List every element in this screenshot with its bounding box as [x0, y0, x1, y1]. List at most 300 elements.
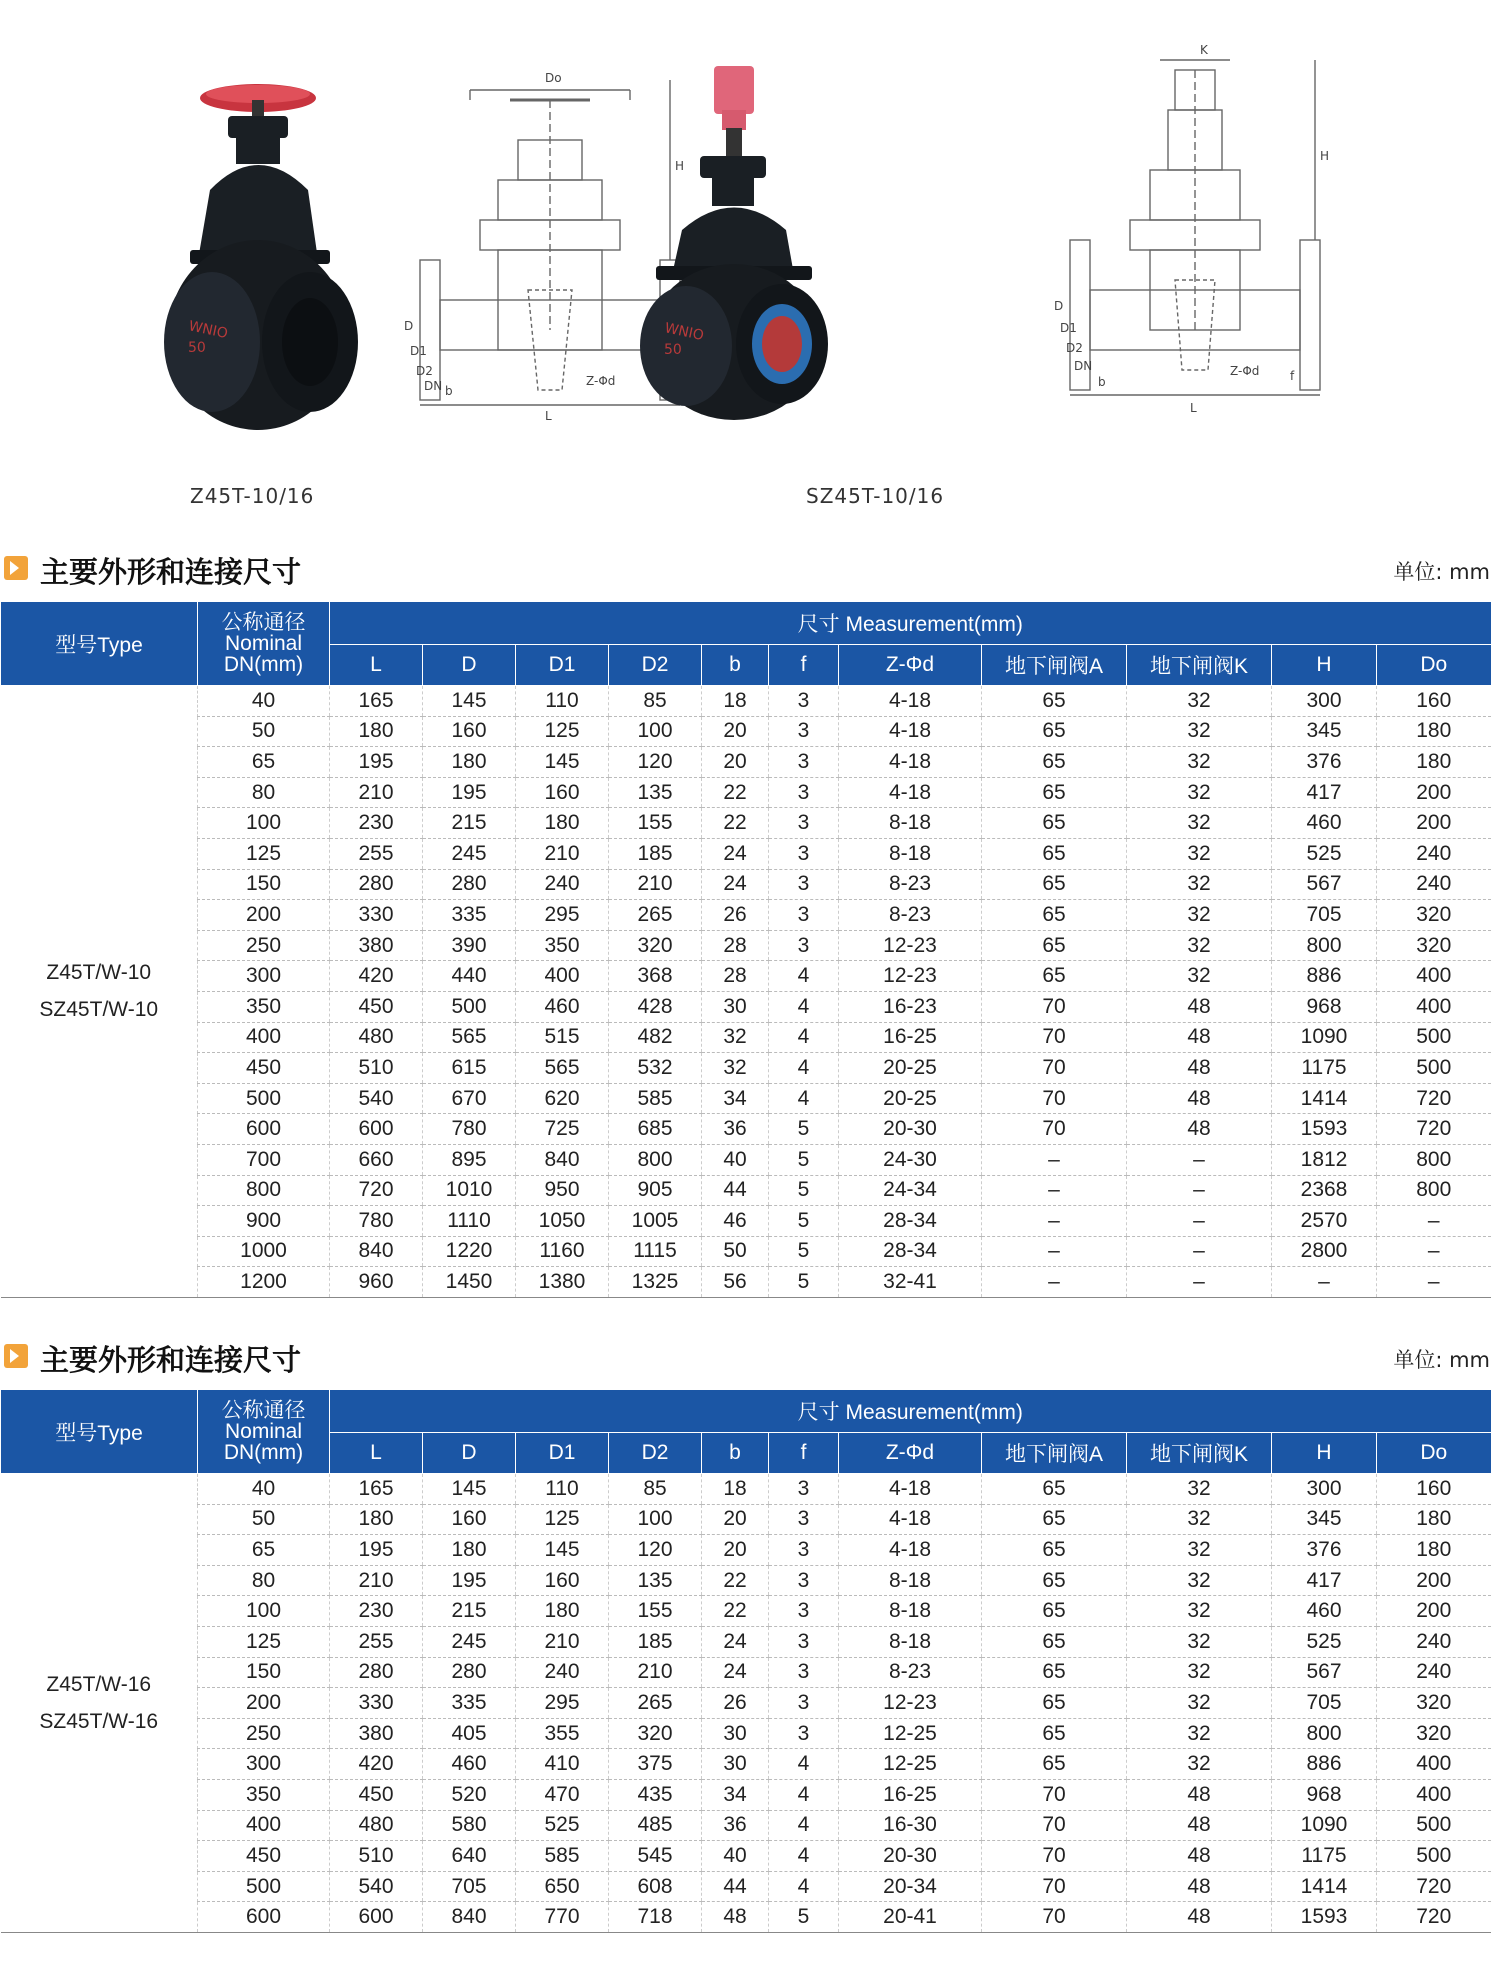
drawing-label-b: b: [445, 384, 453, 398]
table-cell: 950: [516, 1175, 609, 1206]
col-header-do: Do: [1377, 1433, 1491, 1474]
table-cell: 250: [198, 1718, 330, 1749]
table-cell: 150: [198, 1657, 330, 1688]
table-cell: 1450: [423, 1267, 516, 1298]
table-cell: 3: [769, 1535, 839, 1566]
table-cell: 1380: [516, 1267, 609, 1298]
table-cell: 12-25: [839, 1749, 982, 1780]
table-cell: 8-18: [839, 838, 982, 869]
col-header-a: 地下闸阀A: [982, 645, 1127, 686]
measurement-header: 尺寸 Measurement(mm): [330, 602, 1491, 645]
table-cell: 56: [702, 1267, 769, 1298]
table-cell: 32: [1127, 1565, 1272, 1596]
table-cell: –: [1127, 1206, 1272, 1237]
table-cell: 620: [516, 1083, 609, 1114]
table-cell: –: [1127, 1236, 1272, 1267]
table-cell: 800: [1377, 1175, 1491, 1206]
drawing-label-dn: DN: [424, 379, 443, 393]
table-cell: 300: [1272, 686, 1377, 717]
table-cell: 330: [330, 1688, 423, 1719]
drawing-label-h: H: [1320, 149, 1330, 163]
table-row: [1, 1565, 1491, 1596]
table-cell: 500: [198, 1083, 330, 1114]
table-cell: 65: [982, 1626, 1127, 1657]
table-cell: 725: [516, 1114, 609, 1145]
table-cell: 720: [1377, 1083, 1491, 1114]
table-cell: 565: [516, 1053, 609, 1084]
table-cell: 195: [330, 1535, 423, 1566]
table-cell: 4: [769, 1841, 839, 1872]
table-cell: 20-41: [839, 1902, 982, 1933]
table-cell: 4-18: [839, 1504, 982, 1535]
table-cell: 3: [769, 1504, 839, 1535]
table-cell: 700: [198, 1144, 330, 1175]
table-cell: 12-23: [839, 930, 982, 961]
table-cell: 70: [982, 1841, 1127, 1872]
table-cell: 280: [330, 869, 423, 900]
table-cell: 3: [769, 686, 839, 717]
table-cell: 500: [198, 1871, 330, 1902]
table-cell: 24: [702, 1626, 769, 1657]
dn-header: [198, 602, 330, 686]
table-cell: 685: [609, 1114, 702, 1145]
table-row: [1, 1236, 1491, 1267]
table-cell: 1175: [1272, 1841, 1377, 1872]
table-cell: 12-23: [839, 961, 982, 992]
table-cell: 24: [702, 1657, 769, 1688]
table-cell: 240: [1377, 869, 1491, 900]
table-cell: 1812: [1272, 1144, 1377, 1175]
table-cell: 428: [609, 991, 702, 1022]
table-cell: 482: [609, 1022, 702, 1053]
table-cell: 1050: [516, 1206, 609, 1237]
table-cell: 3: [769, 1565, 839, 1596]
table-cell: 20-34: [839, 1871, 982, 1902]
table-cell: 4: [769, 1053, 839, 1084]
table-cell: 40: [198, 686, 330, 717]
table-cell: –: [982, 1144, 1127, 1175]
table-cell: 3: [769, 777, 839, 808]
table-cell: 615: [423, 1053, 516, 1084]
section-title: 主要外形和连接尺寸: [40, 1343, 302, 1377]
table-cell: 28-34: [839, 1206, 982, 1237]
table-cell: 5: [769, 1267, 839, 1298]
table-row: [1, 1749, 1491, 1780]
table-cell: 195: [330, 747, 423, 778]
table-cell: 417: [1272, 777, 1377, 808]
dn-header-line3: DN(mm): [223, 1441, 304, 1464]
table-cell: –: [982, 1175, 1127, 1206]
table-cell: 30: [702, 991, 769, 1022]
table-cell: 32: [1127, 716, 1272, 747]
table-cell: 65: [982, 1688, 1127, 1719]
table-cell: 80: [198, 1565, 330, 1596]
table-cell: 8-23: [839, 869, 982, 900]
table-cell: 48: [1127, 1841, 1272, 1872]
col-header-d2: D2: [609, 645, 702, 686]
table-row: [1, 1053, 1491, 1084]
table-cell: 460: [1272, 1596, 1377, 1627]
table-cell: 180: [330, 1504, 423, 1535]
table-cell: 320: [1377, 1688, 1491, 1719]
table-row: [1, 808, 1491, 839]
table-cell: 720: [1377, 1871, 1491, 1902]
table-row: [1, 1022, 1491, 1053]
table-row: [1, 1902, 1491, 1933]
table-cell: 470: [516, 1779, 609, 1810]
table-cell: 195: [423, 1565, 516, 1596]
table-cell: 65: [982, 777, 1127, 808]
table-cell: 255: [330, 838, 423, 869]
dn-header-line1: 公称通径: [221, 1399, 306, 1422]
table-cell: 460: [1272, 808, 1377, 839]
drawing-label-do: Do: [545, 71, 562, 85]
table-cell: 65: [982, 869, 1127, 900]
table-cell: 600: [198, 1902, 330, 1933]
table-row: [1, 1841, 1491, 1872]
table-cell: 135: [609, 777, 702, 808]
table-cell: 48: [1127, 991, 1272, 1022]
table-cell: 2800: [1272, 1236, 1377, 1267]
table-cell: 4: [769, 1022, 839, 1053]
table-cell: 600: [330, 1114, 423, 1145]
table-cell: 400: [516, 961, 609, 992]
table-cell: 230: [330, 808, 423, 839]
unit-label: 单位: mm: [1393, 1348, 1490, 1372]
valve-photo-z45t: [150, 80, 370, 450]
table-cell: 180: [1377, 716, 1491, 747]
table-cell: 65: [982, 900, 1127, 931]
table-cell: 460: [516, 991, 609, 1022]
table-cell: 525: [1272, 838, 1377, 869]
table-cell: 125: [198, 838, 330, 869]
type-header: 型号Type: [1, 602, 198, 686]
table-cell: 800: [1272, 930, 1377, 961]
table-cell: 48: [1127, 1083, 1272, 1114]
table-cell: 44: [702, 1175, 769, 1206]
table-cell: 900: [198, 1206, 330, 1237]
table-cell: 840: [330, 1236, 423, 1267]
valve-drawing-sz45t: [1050, 40, 1340, 440]
table-cell: 525: [1272, 1626, 1377, 1657]
table-cell: 1220: [423, 1236, 516, 1267]
table-cell: 30: [702, 1749, 769, 1780]
table-row: [1, 930, 1491, 961]
table-cell: 300: [1272, 1474, 1377, 1505]
table-cell: 410: [516, 1749, 609, 1780]
table-cell: 280: [423, 1657, 516, 1688]
table-cell: 44: [702, 1871, 769, 1902]
table-cell: 40: [702, 1144, 769, 1175]
table-row: [1, 777, 1491, 808]
table-cell: 48: [1127, 1779, 1272, 1810]
table-cell: 3: [769, 900, 839, 931]
col-header-b: b: [702, 645, 769, 686]
table-row: [1, 1688, 1491, 1719]
table-cell: –: [1377, 1267, 1491, 1298]
table-cell: 5: [769, 1902, 839, 1933]
table-cell: 160: [516, 1565, 609, 1596]
table-cell: 240: [1377, 1626, 1491, 1657]
drawing-label-d: D: [404, 319, 414, 333]
measurement-header: 尺寸 Measurement(mm): [330, 1390, 1491, 1433]
table-cell: 160: [1377, 686, 1491, 717]
table-cell: 5: [769, 1236, 839, 1267]
table-row: [1, 1144, 1491, 1175]
table-cell: 200: [1377, 1565, 1491, 1596]
svg-text:50: 50: [188, 340, 206, 356]
table-row: [1, 1657, 1491, 1688]
dn-header-line3: DN(mm): [223, 653, 304, 676]
table-cell: 840: [423, 1902, 516, 1933]
table-cell: 65: [982, 930, 1127, 961]
drawing-label-b: b: [1098, 375, 1106, 389]
table-cell: 185: [609, 838, 702, 869]
table-row: [1, 1504, 1491, 1535]
unit-label: 单位: mm: [1393, 560, 1490, 584]
table-cell: 36: [702, 1114, 769, 1145]
col-header-b: b: [702, 1433, 769, 1474]
table-cell: 440: [423, 961, 516, 992]
model-type-line2: SZ45T/W-16: [39, 1709, 159, 1733]
table-cell: 886: [1272, 1749, 1377, 1780]
table-cell: 375: [609, 1749, 702, 1780]
table-cell: 420: [330, 1749, 423, 1780]
dn-header-line2: Nominal: [224, 632, 303, 655]
table-row: [1, 961, 1491, 992]
table-cell: 180: [516, 808, 609, 839]
table-cell: 400: [198, 1810, 330, 1841]
table-cell: 32: [1127, 1749, 1272, 1780]
table-cell: 125: [516, 1504, 609, 1535]
table-cell: 720: [1377, 1902, 1491, 1933]
table-cell: 800: [1377, 1144, 1491, 1175]
table-cell: 450: [330, 1779, 423, 1810]
table-cell: 65: [982, 1474, 1127, 1505]
table-cell: 85: [609, 686, 702, 717]
dn-header-line1: 公称通径: [221, 611, 306, 634]
table-cell: 215: [423, 1596, 516, 1627]
table-cell: 215: [423, 808, 516, 839]
table-cell: 32: [1127, 1626, 1272, 1657]
table-cell: 1200: [198, 1267, 330, 1298]
table-cell: 20-25: [839, 1083, 982, 1114]
table-cell: 4-18: [839, 747, 982, 778]
table-cell: 28: [702, 930, 769, 961]
table-cell: 32: [1127, 961, 1272, 992]
table-cell: 180: [330, 716, 423, 747]
table-cell: 8-23: [839, 900, 982, 931]
table-cell: 390: [423, 930, 516, 961]
table-cell: –: [1377, 1236, 1491, 1267]
table-cell: 30: [702, 1718, 769, 1749]
table-cell: 718: [609, 1902, 702, 1933]
table-cell: 110: [516, 1474, 609, 1505]
table-cell: 18: [702, 1474, 769, 1505]
table-cell: 3: [769, 869, 839, 900]
table-cell: 48: [1127, 1810, 1272, 1841]
table-row: [1, 1206, 1491, 1237]
table-cell: 540: [330, 1083, 423, 1114]
drawing-label-d1: D1: [410, 344, 427, 358]
col-header-f: f: [769, 1433, 839, 1474]
table-cell: 240: [1377, 1657, 1491, 1688]
col-header-k: 地下闸阀K: [1127, 645, 1272, 686]
table-cell: 905: [609, 1175, 702, 1206]
table-cell: 180: [1377, 1535, 1491, 1566]
table-cell: 480: [330, 1810, 423, 1841]
table-cell: 480: [330, 1022, 423, 1053]
table-row: [1, 991, 1491, 1022]
table-cell: 32: [1127, 686, 1272, 717]
table-cell: 210: [516, 1626, 609, 1657]
table-cell: 540: [330, 1871, 423, 1902]
table-cell: 250: [198, 930, 330, 961]
table-row: [1, 1267, 1491, 1298]
table-cell: 32: [1127, 900, 1272, 931]
col-header-z-d: Z-Φd: [839, 645, 982, 686]
table-cell: 32: [1127, 808, 1272, 839]
table-cell: 376: [1272, 747, 1377, 778]
table-cell: 800: [1272, 1718, 1377, 1749]
dimension-table-pn10: [0, 602, 1491, 1298]
table-cell: 400: [198, 1022, 330, 1053]
table-cell: 3: [769, 1474, 839, 1505]
table-cell: 567: [1272, 869, 1377, 900]
table-row: [1, 686, 1491, 717]
table-cell: 300: [198, 1749, 330, 1780]
table-cell: 100: [198, 808, 330, 839]
section-arrow-icon: [4, 1344, 28, 1368]
table-cell: 70: [982, 1053, 1127, 1084]
svg-text:WNIO: WNIO: [663, 320, 706, 345]
table-cell: 567: [1272, 1657, 1377, 1688]
drawing-label-d2: D2: [1066, 341, 1083, 355]
table-cell: 295: [516, 900, 609, 931]
table-cell: 450: [198, 1053, 330, 1084]
table-cell: 800: [609, 1144, 702, 1175]
table-cell: 295: [516, 1688, 609, 1719]
table-cell: 320: [609, 930, 702, 961]
table-cell: 355: [516, 1718, 609, 1749]
valve-photo-sz45t: [630, 60, 840, 450]
table-cell: 32: [1127, 1596, 1272, 1627]
product-caption-sz45t: SZ45T-10/16: [806, 484, 945, 508]
table-cell: 180: [516, 1596, 609, 1627]
table-cell: 3: [769, 1657, 839, 1688]
table-cell: 12-23: [839, 1688, 982, 1719]
table-cell: 120: [609, 1535, 702, 1566]
table-cell: 32: [1127, 1657, 1272, 1688]
table-cell: 300: [198, 961, 330, 992]
table-cell: 70: [982, 991, 1127, 1022]
table-cell: 2368: [1272, 1175, 1377, 1206]
table-cell: 160: [423, 1504, 516, 1535]
table-cell: 3: [769, 808, 839, 839]
table-cell: 155: [609, 808, 702, 839]
table-cell: 368: [609, 961, 702, 992]
table-row: [1, 1175, 1491, 1206]
table-cell: 5: [769, 1144, 839, 1175]
table-cell: 48: [1127, 1902, 1272, 1933]
table-cell: 3: [769, 716, 839, 747]
table-cell: 335: [423, 900, 516, 931]
table-cell: 405: [423, 1718, 516, 1749]
table-cell: 4: [769, 991, 839, 1022]
table-cell: 36: [702, 1810, 769, 1841]
table-cell: 100: [609, 1504, 702, 1535]
table-cell: 195: [423, 777, 516, 808]
table-cell: 720: [1377, 1114, 1491, 1145]
table-cell: 32: [1127, 1504, 1272, 1535]
section-header-pn10: [0, 550, 1500, 590]
table-cell: 16-30: [839, 1810, 982, 1841]
table-cell: 240: [516, 869, 609, 900]
table-row: [1, 1535, 1491, 1566]
table-cell: 70: [982, 1022, 1127, 1053]
table-cell: 125: [198, 1626, 330, 1657]
table-cell: 180: [1377, 747, 1491, 778]
table-cell: 510: [330, 1841, 423, 1872]
table-cell: 670: [423, 1083, 516, 1114]
table-cell: 65: [982, 1565, 1127, 1596]
table-cell: 70: [982, 1083, 1127, 1114]
col-header-d: D: [423, 1433, 516, 1474]
table-cell: 380: [330, 930, 423, 961]
table-cell: 4: [769, 1083, 839, 1114]
table-cell: –: [1127, 1267, 1272, 1298]
table-row: [1, 838, 1491, 869]
table-cell: 585: [609, 1083, 702, 1114]
table-cell: 320: [609, 1718, 702, 1749]
table-cell: 135: [609, 1565, 702, 1596]
table-cell: 65: [982, 808, 1127, 839]
table-cell: 145: [516, 1535, 609, 1566]
table-body: [1, 1474, 1491, 1933]
table-cell: 70: [982, 1114, 1127, 1145]
table-cell: 600: [330, 1902, 423, 1933]
table-cell: 28-34: [839, 1236, 982, 1267]
table-cell: 70: [982, 1810, 1127, 1841]
drawing-label-zd: Z-Φd: [1230, 364, 1260, 378]
table-cell: 48: [702, 1902, 769, 1933]
table-cell: 24: [702, 869, 769, 900]
table-cell: 515: [516, 1022, 609, 1053]
table-cell: 350: [198, 991, 330, 1022]
table-cell: 165: [330, 1474, 423, 1505]
drawing-label-d2: D2: [416, 364, 433, 378]
table-cell: 65: [982, 1657, 1127, 1688]
table-cell: 24-34: [839, 1175, 982, 1206]
table-cell: 120: [609, 747, 702, 778]
table-cell: 450: [330, 991, 423, 1022]
table-cell: 245: [423, 1626, 516, 1657]
table-cell: 48: [1127, 1871, 1272, 1902]
table-cell: 400: [1377, 1779, 1491, 1810]
table-cell: 720: [330, 1175, 423, 1206]
table-cell: 500: [1377, 1810, 1491, 1841]
table-cell: 500: [1377, 1841, 1491, 1872]
table-cell: 1593: [1272, 1114, 1377, 1145]
table-cell: 1325: [609, 1267, 702, 1298]
table-cell: 460: [423, 1749, 516, 1780]
table-cell: 110: [516, 686, 609, 717]
table-cell: 705: [1272, 900, 1377, 931]
table-cell: 968: [1272, 991, 1377, 1022]
table-cell: 510: [330, 1053, 423, 1084]
table-cell: 32: [1127, 1535, 1272, 1566]
table-cell: 65: [982, 1718, 1127, 1749]
